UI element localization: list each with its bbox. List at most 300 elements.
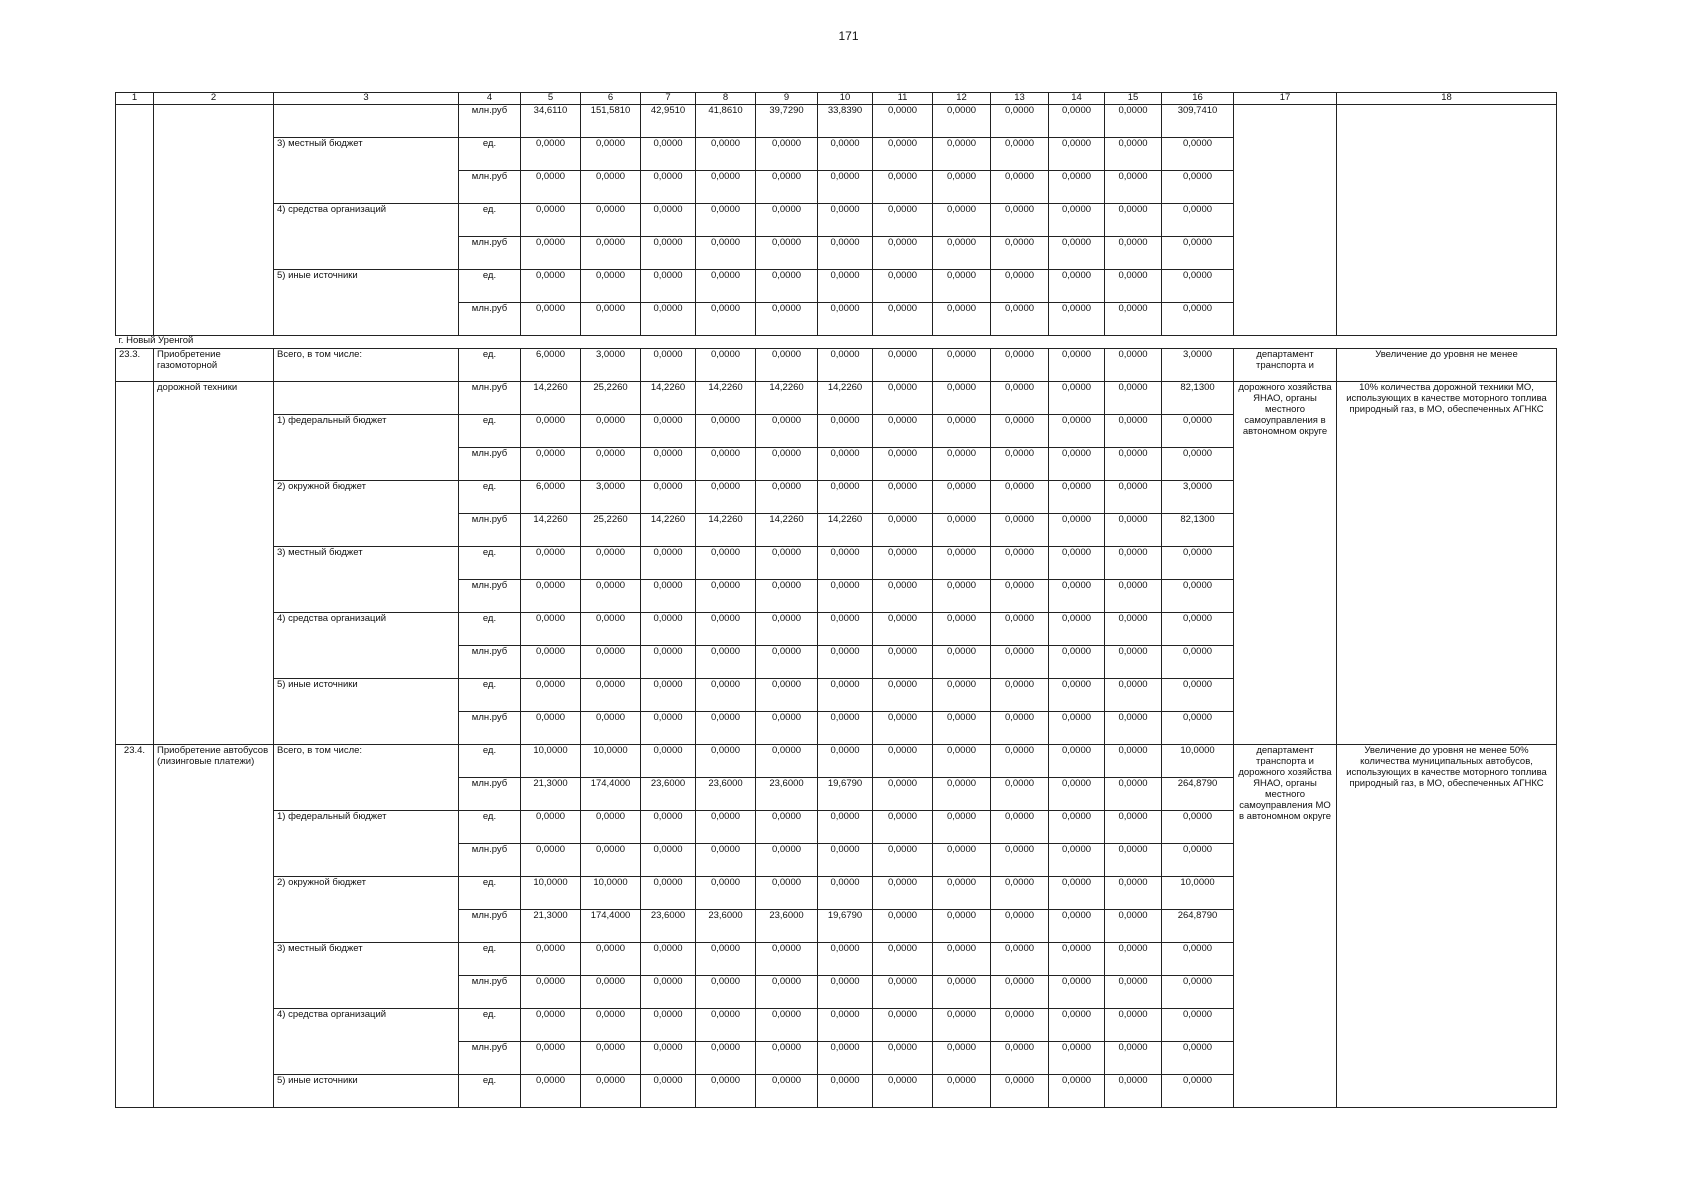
value-cell: 0,0000 <box>991 943 1049 976</box>
value-cell: 0,0000 <box>818 976 873 1009</box>
value-cell: 0,0000 <box>756 237 818 270</box>
value-cell: 0,0000 <box>581 547 641 580</box>
value-cell: 0,0000 <box>756 138 818 171</box>
value-cell: 10,0000 <box>521 877 581 910</box>
value-cell: 0,0000 <box>641 679 696 712</box>
value-cell: 0,0000 <box>1162 613 1234 646</box>
value-cell: 0,0000 <box>991 910 1049 943</box>
value-cell: 25,2260 <box>581 514 641 547</box>
value-cell: 10,0000 <box>521 745 581 778</box>
name-cell <box>154 105 274 336</box>
value-cell: 0,0000 <box>1105 382 1162 415</box>
value-cell: 0,0000 <box>756 811 818 844</box>
value-cell: 0,0000 <box>1049 1075 1105 1108</box>
value-cell: 0,0000 <box>1162 138 1234 171</box>
value-cell: 0,0000 <box>696 679 756 712</box>
value-cell: 0,0000 <box>1049 811 1105 844</box>
source-label: 3) местный бюджет <box>274 943 459 1009</box>
unit-cell: млн.руб <box>459 382 521 415</box>
value-cell: 0,0000 <box>581 237 641 270</box>
unit-cell: ед. <box>459 547 521 580</box>
value-cell: 0,0000 <box>1049 613 1105 646</box>
value-cell: 0,0000 <box>641 877 696 910</box>
value-cell: 0,0000 <box>1049 237 1105 270</box>
value-cell: 0,0000 <box>1105 910 1162 943</box>
value-cell: 0,0000 <box>1049 138 1105 171</box>
value-cell: 82,1300 <box>1162 382 1234 415</box>
value-cell: 0,0000 <box>696 580 756 613</box>
value-cell: 0,0000 <box>641 448 696 481</box>
value-cell: 0,0000 <box>581 1042 641 1075</box>
value-cell: 0,0000 <box>1105 580 1162 613</box>
value-cell: 10,0000 <box>1162 745 1234 778</box>
value-cell: 0,0000 <box>933 204 991 237</box>
value-cell: 0,0000 <box>756 745 818 778</box>
value-cell: 0,0000 <box>873 382 933 415</box>
value-cell: 0,0000 <box>641 303 696 336</box>
value-cell: 0,0000 <box>818 415 873 448</box>
value-cell: 14,2260 <box>756 514 818 547</box>
source-label: 5) иные источники <box>274 270 459 336</box>
value-cell: 0,0000 <box>873 514 933 547</box>
value-cell: 42,9510 <box>641 105 696 138</box>
value-cell: 0,0000 <box>1105 514 1162 547</box>
value-cell: 0,0000 <box>991 514 1049 547</box>
value-cell: 0,0000 <box>991 778 1049 811</box>
value-cell: 0,0000 <box>991 448 1049 481</box>
value-cell: 0,0000 <box>873 811 933 844</box>
value-cell: 0,0000 <box>756 679 818 712</box>
value-cell: 0,0000 <box>873 976 933 1009</box>
unit-cell: ед. <box>459 349 521 382</box>
value-cell: 0,0000 <box>818 349 873 382</box>
value-cell: 0,0000 <box>641 204 696 237</box>
value-cell: 0,0000 <box>521 1009 581 1042</box>
value-cell: 0,0000 <box>641 1075 696 1108</box>
value-cell: 23,6000 <box>641 778 696 811</box>
value-cell: 0,0000 <box>991 712 1049 745</box>
unit-cell: ед. <box>459 481 521 514</box>
value-cell: 0,0000 <box>696 976 756 1009</box>
value-cell: 0,0000 <box>1105 712 1162 745</box>
value-cell: 0,0000 <box>756 204 818 237</box>
value-cell: 0,0000 <box>581 1009 641 1042</box>
value-cell: 0,0000 <box>1105 171 1162 204</box>
column-header: 9 <box>756 93 818 105</box>
unit-cell: млн.руб <box>459 580 521 613</box>
column-header: 13 <box>991 93 1049 105</box>
value-cell: 174,4000 <box>581 910 641 943</box>
value-cell: 0,0000 <box>521 1075 581 1108</box>
value-cell: 0,0000 <box>581 204 641 237</box>
value-cell: 14,2260 <box>521 514 581 547</box>
unit-cell: ед. <box>459 613 521 646</box>
responsible-cell: департамент транспорта и дорожного хозяйства ЯНАО, органы местного самоуправления МО в автономном округе <box>1234 745 1337 1108</box>
value-cell: 0,0000 <box>818 679 873 712</box>
value-cell: 3,0000 <box>1162 349 1234 382</box>
value-cell: 0,0000 <box>581 613 641 646</box>
value-cell: 0,0000 <box>991 1075 1049 1108</box>
value-cell: 0,0000 <box>933 547 991 580</box>
value-cell: 0,0000 <box>1049 646 1105 679</box>
value-cell: 23,6000 <box>696 910 756 943</box>
value-cell: 0,0000 <box>696 237 756 270</box>
value-cell: 0,0000 <box>521 138 581 171</box>
value-cell: 14,2260 <box>641 382 696 415</box>
column-header: 12 <box>933 93 991 105</box>
value-cell: 0,0000 <box>933 138 991 171</box>
column-header: 16 <box>1162 93 1234 105</box>
value-cell: 0,0000 <box>873 481 933 514</box>
value-cell: 0,0000 <box>991 811 1049 844</box>
value-cell: 0,0000 <box>933 943 991 976</box>
value-cell: 0,0000 <box>521 547 581 580</box>
value-cell: 0,0000 <box>1162 547 1234 580</box>
source-label: 4) средства организаций <box>274 204 459 270</box>
value-cell: 0,0000 <box>581 303 641 336</box>
value-cell: 0,0000 <box>933 270 991 303</box>
value-cell: 0,0000 <box>581 270 641 303</box>
value-cell: 0,0000 <box>756 1042 818 1075</box>
value-cell: 3,0000 <box>1162 481 1234 514</box>
value-cell: 0,0000 <box>756 547 818 580</box>
value-cell: 0,0000 <box>818 1009 873 1042</box>
value-cell: 0,0000 <box>756 877 818 910</box>
value-cell: 0,0000 <box>756 270 818 303</box>
value-cell: 0,0000 <box>756 943 818 976</box>
value-cell: 0,0000 <box>818 270 873 303</box>
value-cell: 0,0000 <box>1049 976 1105 1009</box>
column-header: 5 <box>521 93 581 105</box>
value-cell: 0,0000 <box>873 580 933 613</box>
value-cell: 0,0000 <box>933 1075 991 1108</box>
value-cell: 0,0000 <box>641 811 696 844</box>
value-cell: 0,0000 <box>1105 481 1162 514</box>
value-cell: 0,0000 <box>1049 1009 1105 1042</box>
value-cell: 0,0000 <box>1162 303 1234 336</box>
program-table <box>115 92 1557 1108</box>
value-cell: 0,0000 <box>818 877 873 910</box>
value-cell: 0,0000 <box>1162 448 1234 481</box>
value-cell: 0,0000 <box>641 712 696 745</box>
value-cell: 0,0000 <box>1162 1042 1234 1075</box>
unit-cell: млн.руб <box>459 514 521 547</box>
source-label: 4) средства организаций <box>274 1009 459 1075</box>
value-cell: 0,0000 <box>873 105 933 138</box>
value-cell: 0,0000 <box>1162 844 1234 877</box>
value-cell: 0,0000 <box>696 646 756 679</box>
value-cell: 0,0000 <box>1105 105 1162 138</box>
value-cell: 0,0000 <box>933 778 991 811</box>
value-cell: 0,0000 <box>933 646 991 679</box>
value-cell: 0,0000 <box>1105 547 1162 580</box>
value-cell: 0,0000 <box>756 448 818 481</box>
value-cell: 0,0000 <box>1105 1042 1162 1075</box>
value-cell: 0,0000 <box>873 745 933 778</box>
value-cell: 0,0000 <box>991 303 1049 336</box>
source-label: 5) иные источники <box>274 1075 459 1108</box>
source-cell <box>274 105 459 138</box>
value-cell: 0,0000 <box>1049 877 1105 910</box>
value-cell: 0,0000 <box>756 1075 818 1108</box>
value-cell: 0,0000 <box>933 580 991 613</box>
value-cell: 0,0000 <box>641 547 696 580</box>
value-cell: 0,0000 <box>873 204 933 237</box>
value-cell: 19,6790 <box>818 778 873 811</box>
value-cell: 0,0000 <box>756 976 818 1009</box>
value-cell: 0,0000 <box>933 514 991 547</box>
value-cell: 0,0000 <box>818 580 873 613</box>
column-header: 6 <box>581 93 641 105</box>
value-cell: 0,0000 <box>933 844 991 877</box>
value-cell: 0,0000 <box>991 646 1049 679</box>
column-header: 10 <box>818 93 873 105</box>
column-header: 2 <box>154 93 274 105</box>
value-cell: 23,6000 <box>756 910 818 943</box>
value-cell: 0,0000 <box>641 481 696 514</box>
value-cell: 0,0000 <box>1105 646 1162 679</box>
value-cell: 0,0000 <box>756 349 818 382</box>
result-cell: Увеличение до уровня не менее 50% количества муниципальных автобусов, использующих в качестве моторного топлива природный газ, в МО, обеспеченных АГНКС <box>1337 745 1557 1108</box>
column-header: 17 <box>1234 93 1337 105</box>
value-cell: 0,0000 <box>933 613 991 646</box>
value-cell: 0,0000 <box>1105 976 1162 1009</box>
value-cell: 0,0000 <box>1105 844 1162 877</box>
value-cell: 0,0000 <box>1049 679 1105 712</box>
value-cell: 0,0000 <box>873 613 933 646</box>
value-cell: 0,0000 <box>873 646 933 679</box>
value-cell: 0,0000 <box>756 580 818 613</box>
value-cell: 0,0000 <box>696 448 756 481</box>
value-cell: 0,0000 <box>1049 778 1105 811</box>
value-cell: 0,0000 <box>818 237 873 270</box>
value-cell: 0,0000 <box>991 237 1049 270</box>
value-cell: 0,0000 <box>696 481 756 514</box>
value-cell: 0,0000 <box>1049 171 1105 204</box>
value-cell: 0,0000 <box>1049 712 1105 745</box>
unit-cell: млн.руб <box>459 976 521 1009</box>
value-cell: 0,0000 <box>818 613 873 646</box>
value-cell: 0,0000 <box>1049 448 1105 481</box>
value-cell: 0,0000 <box>696 613 756 646</box>
value-cell: 0,0000 <box>521 448 581 481</box>
value-cell: 0,0000 <box>818 712 873 745</box>
value-cell: 0,0000 <box>1049 349 1105 382</box>
value-cell: 0,0000 <box>1162 943 1234 976</box>
value-cell: 0,0000 <box>696 1042 756 1075</box>
value-cell: 0,0000 <box>991 204 1049 237</box>
value-cell: 174,4000 <box>581 778 641 811</box>
value-cell: 0,0000 <box>1049 1042 1105 1075</box>
unit-cell: ед. <box>459 1009 521 1042</box>
value-cell: 0,0000 <box>641 237 696 270</box>
value-cell: 10,0000 <box>1162 877 1234 910</box>
value-cell: 0,0000 <box>873 138 933 171</box>
value-cell: 23,6000 <box>641 910 696 943</box>
value-cell: 0,0000 <box>933 448 991 481</box>
table-row <box>116 349 1557 382</box>
value-cell: 0,0000 <box>521 811 581 844</box>
source-label: 3) местный бюджет <box>274 547 459 613</box>
value-cell: 0,0000 <box>756 415 818 448</box>
value-cell: 0,0000 <box>1105 303 1162 336</box>
unit-cell: млн.руб <box>459 1042 521 1075</box>
value-cell: 0,0000 <box>933 481 991 514</box>
value-cell: 0,0000 <box>521 679 581 712</box>
value-cell: 14,2260 <box>756 382 818 415</box>
code-cell <box>116 382 154 745</box>
value-cell: 0,0000 <box>521 613 581 646</box>
value-cell: 0,0000 <box>1105 778 1162 811</box>
value-cell: 0,0000 <box>873 349 933 382</box>
value-cell: 0,0000 <box>1162 1075 1234 1108</box>
value-cell: 0,0000 <box>581 138 641 171</box>
value-cell: 0,0000 <box>696 138 756 171</box>
value-cell: 0,0000 <box>756 1009 818 1042</box>
value-cell: 0,0000 <box>521 270 581 303</box>
value-cell: 0,0000 <box>1162 976 1234 1009</box>
value-cell: 0,0000 <box>581 1075 641 1108</box>
unit-cell: млн.руб <box>459 448 521 481</box>
responsible-cell <box>1234 105 1337 336</box>
value-cell: 0,0000 <box>991 1009 1049 1042</box>
value-cell: 0,0000 <box>581 943 641 976</box>
value-cell: 0,0000 <box>1105 415 1162 448</box>
value-cell: 0,0000 <box>696 270 756 303</box>
value-cell: 0,0000 <box>1105 811 1162 844</box>
value-cell: 0,0000 <box>933 910 991 943</box>
value-cell: 0,0000 <box>1162 1009 1234 1042</box>
source-label: 1) федеральный бюджет <box>274 415 459 481</box>
responsible-cell: департамент транспорта и <box>1234 349 1337 382</box>
value-cell: 0,0000 <box>933 1009 991 1042</box>
location-label: г. Новый Уренгой <box>116 336 1557 349</box>
value-cell: 41,8610 <box>696 105 756 138</box>
value-cell: 0,0000 <box>1162 580 1234 613</box>
unit-cell: млн.руб <box>459 910 521 943</box>
value-cell: 0,0000 <box>991 382 1049 415</box>
value-cell: 0,0000 <box>696 349 756 382</box>
value-cell: 21,3000 <box>521 910 581 943</box>
value-cell: 0,0000 <box>756 613 818 646</box>
unit-cell: ед. <box>459 204 521 237</box>
column-header: 14 <box>1049 93 1105 105</box>
value-cell: 25,2260 <box>581 382 641 415</box>
unit-cell: ед. <box>459 138 521 171</box>
value-cell: 0,0000 <box>1162 712 1234 745</box>
value-cell: 0,0000 <box>818 171 873 204</box>
value-cell: 3,0000 <box>581 349 641 382</box>
value-cell: 0,0000 <box>641 844 696 877</box>
value-cell: 0,0000 <box>521 712 581 745</box>
value-cell: 0,0000 <box>991 481 1049 514</box>
value-cell: 0,0000 <box>1049 481 1105 514</box>
source-label: 4) средства организаций <box>274 613 459 679</box>
unit-cell: млн.руб <box>459 171 521 204</box>
value-cell: 264,8790 <box>1162 778 1234 811</box>
unit-cell: ед. <box>459 943 521 976</box>
source-label: 3) местный бюджет <box>274 138 459 204</box>
value-cell: 0,0000 <box>991 745 1049 778</box>
value-cell: 0,0000 <box>696 943 756 976</box>
value-cell: 0,0000 <box>933 712 991 745</box>
value-cell: 0,0000 <box>521 171 581 204</box>
value-cell: 0,0000 <box>991 1042 1049 1075</box>
unit-cell: ед. <box>459 1075 521 1108</box>
value-cell: 0,0000 <box>1162 171 1234 204</box>
value-cell: 0,0000 <box>1105 1009 1162 1042</box>
value-cell: 0,0000 <box>1162 811 1234 844</box>
value-cell: 0,0000 <box>521 580 581 613</box>
value-cell: 0,0000 <box>933 105 991 138</box>
value-cell: 0,0000 <box>641 171 696 204</box>
unit-cell: млн.руб <box>459 844 521 877</box>
value-cell: 0,0000 <box>1049 580 1105 613</box>
value-cell: 0,0000 <box>1162 204 1234 237</box>
value-cell: 0,0000 <box>521 1042 581 1075</box>
value-cell: 0,0000 <box>933 171 991 204</box>
value-cell: 0,0000 <box>991 613 1049 646</box>
value-cell: 0,0000 <box>933 1042 991 1075</box>
source-label: Всего, в том числе: <box>274 745 459 811</box>
value-cell: 82,1300 <box>1162 514 1234 547</box>
value-cell: 14,2260 <box>696 514 756 547</box>
value-cell: 0,0000 <box>581 415 641 448</box>
value-cell: 0,0000 <box>521 646 581 679</box>
value-cell: 0,0000 <box>933 811 991 844</box>
unit-cell: млн.руб <box>459 237 521 270</box>
value-cell: 0,0000 <box>873 237 933 270</box>
value-cell: 6,0000 <box>521 481 581 514</box>
value-cell: 0,0000 <box>933 415 991 448</box>
source-label: 2) окружной бюджет <box>274 481 459 547</box>
value-cell: 0,0000 <box>1162 237 1234 270</box>
value-cell: 0,0000 <box>641 646 696 679</box>
value-cell: 0,0000 <box>1162 679 1234 712</box>
value-cell: 0,0000 <box>641 1009 696 1042</box>
value-cell: 0,0000 <box>1049 844 1105 877</box>
value-cell: 0,0000 <box>991 877 1049 910</box>
value-cell: 0,0000 <box>581 679 641 712</box>
value-cell: 0,0000 <box>933 349 991 382</box>
value-cell: 0,0000 <box>641 349 696 382</box>
unit-cell: ед. <box>459 877 521 910</box>
value-cell: 0,0000 <box>1105 745 1162 778</box>
column-header: 1 <box>116 93 154 105</box>
source-label: 1) федеральный бюджет <box>274 811 459 877</box>
item-name: Приобретение газомоторной <box>154 349 274 382</box>
value-cell: 0,0000 <box>818 745 873 778</box>
value-cell: 0,0000 <box>873 1042 933 1075</box>
item-code: 23.4. <box>116 745 154 1108</box>
column-header: 18 <box>1337 93 1557 105</box>
source-label: Всего, в том числе: <box>274 349 459 382</box>
item-name: Приобретение автобусов (лизинговые платежи) <box>154 745 274 1108</box>
value-cell: 0,0000 <box>581 976 641 1009</box>
value-cell: 0,0000 <box>818 547 873 580</box>
value-cell: 0,0000 <box>1049 943 1105 976</box>
value-cell: 21,3000 <box>521 778 581 811</box>
value-cell: 0,0000 <box>818 303 873 336</box>
column-header: 4 <box>459 93 521 105</box>
item-name-cont: дорожной техники <box>154 382 274 745</box>
value-cell: 0,0000 <box>873 303 933 336</box>
value-cell: 0,0000 <box>641 745 696 778</box>
value-cell: 0,0000 <box>818 811 873 844</box>
result-cell <box>1337 105 1557 336</box>
column-header: 8 <box>696 93 756 105</box>
value-cell: 0,0000 <box>1049 270 1105 303</box>
